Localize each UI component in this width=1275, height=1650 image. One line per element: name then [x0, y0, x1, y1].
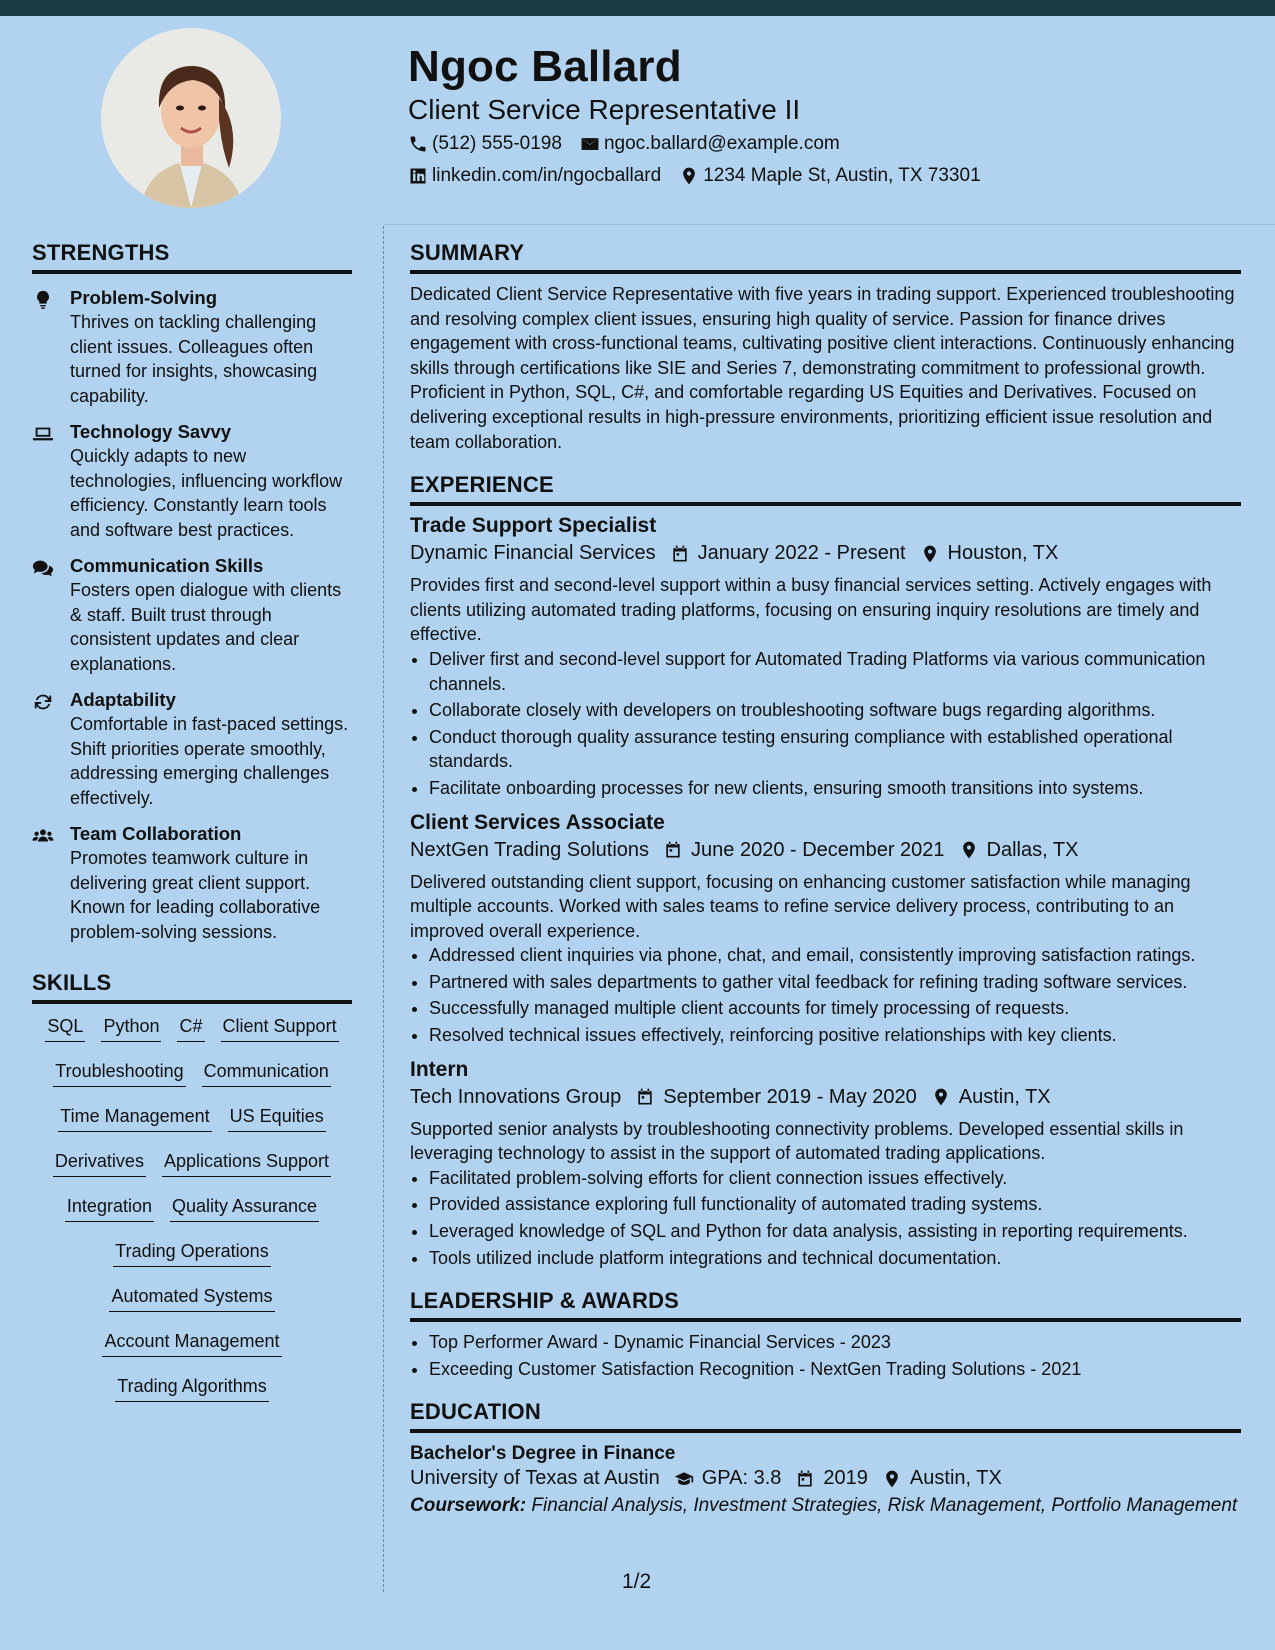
job-bullet: • Leveraged knowledge of SQL and Python for data analysis, assisting in reporting requirements. [429, 1219, 1241, 1244]
skills-row [32, 1061, 352, 1106]
map-marker-icon [882, 1469, 902, 1489]
job-bullet: • Addressed client inquiries via phone, chat, and email, consistently improving satisfaction ratings. [429, 943, 1241, 968]
job-entry [410, 514, 1241, 800]
skills-row [32, 1196, 352, 1241]
strength-title: Adaptability [70, 689, 176, 710]
skills-row [32, 1286, 352, 1331]
skill-tag: Derivatives [53, 1151, 146, 1177]
job-location: Dallas, TX [986, 838, 1079, 861]
skills-row [32, 1106, 352, 1151]
graduation-year: 2019 [823, 1467, 868, 1490]
strengths-heading: STRENGTHS [32, 240, 352, 274]
linkedin-item[interactable] [408, 165, 661, 187]
phone-icon [408, 134, 428, 154]
sync-icon [32, 691, 54, 713]
strength-description: Quickly adapts to new technologies, influencing workflow efficiency. Constantly learn tools and software best practices. [70, 446, 343, 540]
skill-tag: Troubleshooting [53, 1061, 185, 1087]
left-column [32, 240, 352, 1421]
job-bullet: • Conduct thorough quality assurance testing ensuring compliance with established operational standards. [429, 725, 1241, 774]
job-entry [410, 1058, 1241, 1271]
coursework-label: Coursework: [410, 1495, 527, 1517]
summary-heading: SUMMARY [410, 240, 1241, 274]
job-dates: January 2022 - Present [697, 542, 906, 565]
school-location: Austin, TX [909, 1467, 1002, 1490]
email-item[interactable] [580, 133, 840, 155]
strength-title: Team Collaboration [70, 823, 242, 844]
job-title: Intern [410, 1057, 469, 1081]
top-accent-bar [0, 0, 1275, 16]
strength-title: Technology Savvy [70, 421, 232, 442]
job-bullet: • Provided assistance exploring full functionality of automated trading systems. [429, 1192, 1241, 1217]
job-meta [410, 1086, 1241, 1109]
coursework-list: Financial Analysis, Investment Strategies, Risk Management, Portfolio Management [531, 1495, 1238, 1517]
linkedin-icon [408, 166, 428, 186]
leadership-list [410, 1330, 1241, 1381]
job-entry [410, 811, 1241, 1048]
skill-tag: US Equities [228, 1106, 326, 1132]
job-bullet: • Tools utilized include platform integrations and technical documentation. [429, 1246, 1241, 1271]
skill-tag: Quality Assurance [170, 1196, 319, 1222]
strength-description: Fosters open dialogue with clients & staff. Built trust through consistent updates and clear explanations. [70, 580, 342, 674]
job-dates: September 2019 - May 2020 [663, 1085, 917, 1108]
company-name: NextGen Trading Solutions [410, 838, 650, 861]
calendar-icon [670, 544, 690, 564]
job-title: Trade Support Specialist [410, 514, 657, 538]
coursework [410, 1494, 1241, 1518]
skill-tag: Client Support [221, 1016, 339, 1042]
job-bullet: • Facilitate onboarding processes for new clients, ensuring smooth transitions into systems. [429, 776, 1241, 801]
leadership-heading: LEADERSHIP & AWARDS [410, 1288, 1241, 1322]
company-name: Dynamic Financial Services [410, 542, 656, 565]
award-item: • Exceeding Customer Satisfaction Recognition - NextGen Trading Solutions - 2021 [429, 1357, 1241, 1382]
job-bullet: • Partnered with sales departments to gather vital feedback for refining trading software services. [429, 970, 1241, 995]
gpa-value: GPA: 3.8 [701, 1467, 782, 1490]
strength-description: Comfortable in fast-paced settings. Shift priorities operate smoothly, addressing emerging challenges effectively. [70, 714, 349, 808]
job-location: Houston, TX [947, 542, 1059, 565]
job-title: Client Services Associate [410, 810, 665, 834]
candidate-name: Ngoc Ballard [408, 42, 682, 91]
strength-title: Problem-Solving [70, 287, 217, 308]
skill-tag: Python [101, 1016, 161, 1042]
calendar-icon [663, 840, 683, 860]
envelope-icon [580, 134, 600, 154]
skill-tag: Communication [202, 1061, 331, 1087]
address-item [679, 165, 980, 187]
skills-row [32, 1376, 352, 1421]
skills-row [32, 1331, 352, 1376]
contact-row-2 [408, 165, 999, 187]
skill-tag: Integration [65, 1196, 154, 1222]
job-bullets [410, 1166, 1241, 1270]
skill-tag: SQL [45, 1016, 85, 1042]
skills-row [32, 1151, 352, 1196]
email-address[interactable]: ngoc.ballard@example.com [603, 133, 840, 154]
skill-tag: C# [177, 1016, 204, 1042]
strength-item [32, 688, 352, 810]
comments-icon [32, 557, 54, 579]
job-bullet: • Facilitated problem-solving efforts for client connection issues effectively. [429, 1166, 1241, 1191]
job-bullet: • Deliver first and second-level support for Automated Trading Platforms via various communication channels. [429, 647, 1241, 696]
map-marker-icon [931, 1087, 951, 1107]
skill-tag: Time Management [58, 1106, 211, 1132]
school-name: University of Texas at Austin [410, 1467, 660, 1490]
skill-tag: Automated Systems [109, 1286, 274, 1312]
job-description: Delivered outstanding client support, focusing on enhancing customer satisfaction while managing multiple accounts. Worked with sales teams to refine service delivery process, contributing to an improved overall experience. [410, 871, 1191, 941]
skills-row [32, 1016, 352, 1061]
job-bullets [410, 943, 1241, 1047]
users-icon [32, 825, 54, 847]
job-bullet: • Successfully managed multiple client accounts for timely processing of requests. [429, 996, 1241, 1021]
strength-item [32, 286, 352, 408]
job-location: Austin, TX [958, 1085, 1051, 1108]
job-description: Supported senior analysts by troubleshooting connectivity problems. Developed essential skills in leveraging technology to assist in the support of automated trading applications. [410, 1118, 1184, 1164]
summary-text: Dedicated Client Service Representative with five years in trading support. Experienced troubleshooting and resolving complex client issues, ensuring high quality of service. Passion for finance drives engagement with cross-functional teams, cultivating positive client interactions. Continuously enhancing skills through certifications like SIE and Series 7, demonstrating commitment to professional growth. Proficient in Python, SQL, C#, and comfortable regarding US Equities and Derivatives. Focused on delivering exceptional results in high-pressure environments, prioritizing efficient issue resolution and team collaboration. [410, 284, 1235, 452]
skill-tag: Account Management [102, 1331, 281, 1357]
experience-heading: EXPERIENCE [410, 472, 1241, 506]
award-item: • Top Performer Award - Dynamic Financial Services - 2023 [429, 1330, 1241, 1355]
degree-title: Bachelor's Degree in Finance [410, 1443, 676, 1465]
strength-description: Promotes teamwork culture in delivering great client support. Known for leading collaborative problem-solving sessions. [70, 848, 321, 942]
strength-item [32, 822, 352, 944]
skills-list [32, 1016, 352, 1421]
skills-row [32, 1241, 352, 1286]
contact-row-1 [408, 133, 858, 155]
candidate-title: Client Service Representative II [408, 94, 801, 125]
education-meta [410, 1467, 1241, 1490]
strength-item [32, 420, 352, 542]
phone-item [408, 133, 562, 155]
laptop-icon [32, 423, 54, 445]
company-name: Tech Innovations Group [410, 1085, 622, 1108]
calendar-icon [635, 1087, 655, 1107]
job-meta [410, 542, 1241, 565]
calendar-icon [795, 1469, 815, 1489]
education-heading: EDUCATION [410, 1399, 1241, 1433]
job-bullet: • Resolved technical issues effectively, reinforcing positive relationships with key clients. [429, 1023, 1241, 1048]
profile-photo [101, 28, 281, 208]
job-description: Provides first and second-level support within a busy financial services setting. Actively engages with clients utilizing automated trading platforms, focusing on ensuring inquiry resolutions are timely and effective. [410, 575, 1212, 645]
lightbulb-icon [32, 289, 54, 311]
graduation-cap-icon [674, 1469, 694, 1489]
phone-number: (512) 555-0198 [432, 133, 562, 154]
right-column [410, 240, 1241, 1518]
strength-description: Thrives on tackling challenging client issues. Colleagues often turned for insights, showcasing capability. [70, 312, 318, 406]
column-divider [383, 226, 384, 1592]
job-meta [410, 839, 1241, 862]
strength-title: Communication Skills [70, 555, 264, 576]
map-marker-icon [920, 544, 940, 564]
job-dates: June 2020 - December 2021 [691, 838, 945, 861]
skill-tag: Applications Support [162, 1151, 331, 1177]
strength-item [32, 554, 352, 676]
map-marker-icon [959, 840, 979, 860]
linkedin-url[interactable]: linkedin.com/in/ngocballard [432, 165, 662, 186]
page-number: 1/2 [622, 1570, 652, 1593]
map-marker-icon [679, 166, 699, 186]
skills-heading: SKILLS [32, 970, 352, 1004]
skill-tag: Trading Operations [113, 1241, 270, 1267]
job-bullets [410, 647, 1241, 801]
address-text: 1234 Maple St, Austin, TX 73301 [703, 165, 981, 186]
job-bullet: • Collaborate closely with developers on troubleshooting software bugs regarding algorithms. [429, 698, 1241, 723]
skill-tag: Trading Algorithms [115, 1376, 268, 1402]
header-divider [384, 224, 1275, 225]
